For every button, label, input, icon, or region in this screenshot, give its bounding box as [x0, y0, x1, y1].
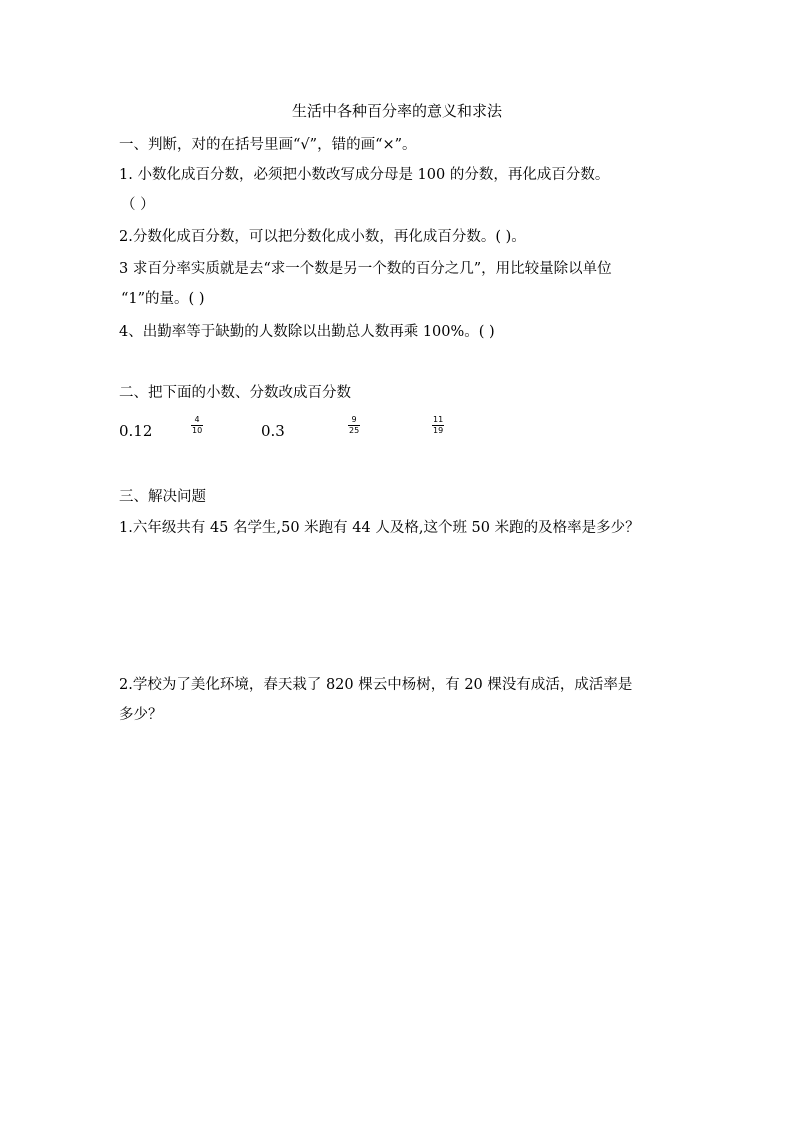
- fraction-item: [348, 416, 360, 435]
- fraction-numerator: 9: [351, 415, 357, 424]
- problem-2-line-2: 多少？: [119, 707, 163, 723]
- fraction-item: [432, 416, 444, 435]
- decimal-item: 0.12: [119, 422, 153, 440]
- question-4: 4、出勤率等于缺勤的人数除以出勤总人数再乘 100%。( ): [119, 324, 495, 340]
- problem-1: 1.六年级共有 45 名学生,50 米跑有 44 人及格,这个班 50 米跑的及格率是多少？: [119, 520, 640, 536]
- question-3-line-1: 3 求百分率实质就是去“求一个数是另一个数的百分之几”，用比较量除以单位: [119, 261, 612, 277]
- page-title: 生活中各种百分率的意义和求法: [291, 102, 502, 120]
- problem-2-line-1: 2.学校为了美化环境，春天栽了 820 棵云中杨树，有 20 棵没有成活，成活率是: [119, 677, 633, 693]
- question-1-line-1: 1. 小数化成百分数，必须把小数改写成分母是 100 的分数，再化成百分数。: [119, 167, 610, 183]
- section-3-heading: 三、解决问题: [119, 489, 206, 505]
- fraction-denominator: 10: [192, 426, 203, 435]
- question-2: 2.分数化成百分数，可以把分数化成小数，再化成百分数。( )。: [119, 229, 526, 245]
- decimal-item: 0.3: [261, 422, 285, 440]
- fraction-numerator: 4: [194, 415, 200, 424]
- fraction-denominator: 25: [349, 426, 360, 435]
- section-1-heading: 一、判断，对的在括号里画“√”，错的画“×”。: [119, 137, 417, 153]
- fraction-denominator: 19: [433, 426, 444, 435]
- fraction-item: [191, 416, 203, 435]
- question-1-answer-blank: （ ）: [121, 197, 155, 213]
- section-2-heading: 二、把下面的小数、分数改成百分数: [119, 385, 351, 401]
- fraction-numerator: 11: [433, 415, 444, 424]
- question-3-line-2: “1”的量。( ): [121, 291, 205, 307]
